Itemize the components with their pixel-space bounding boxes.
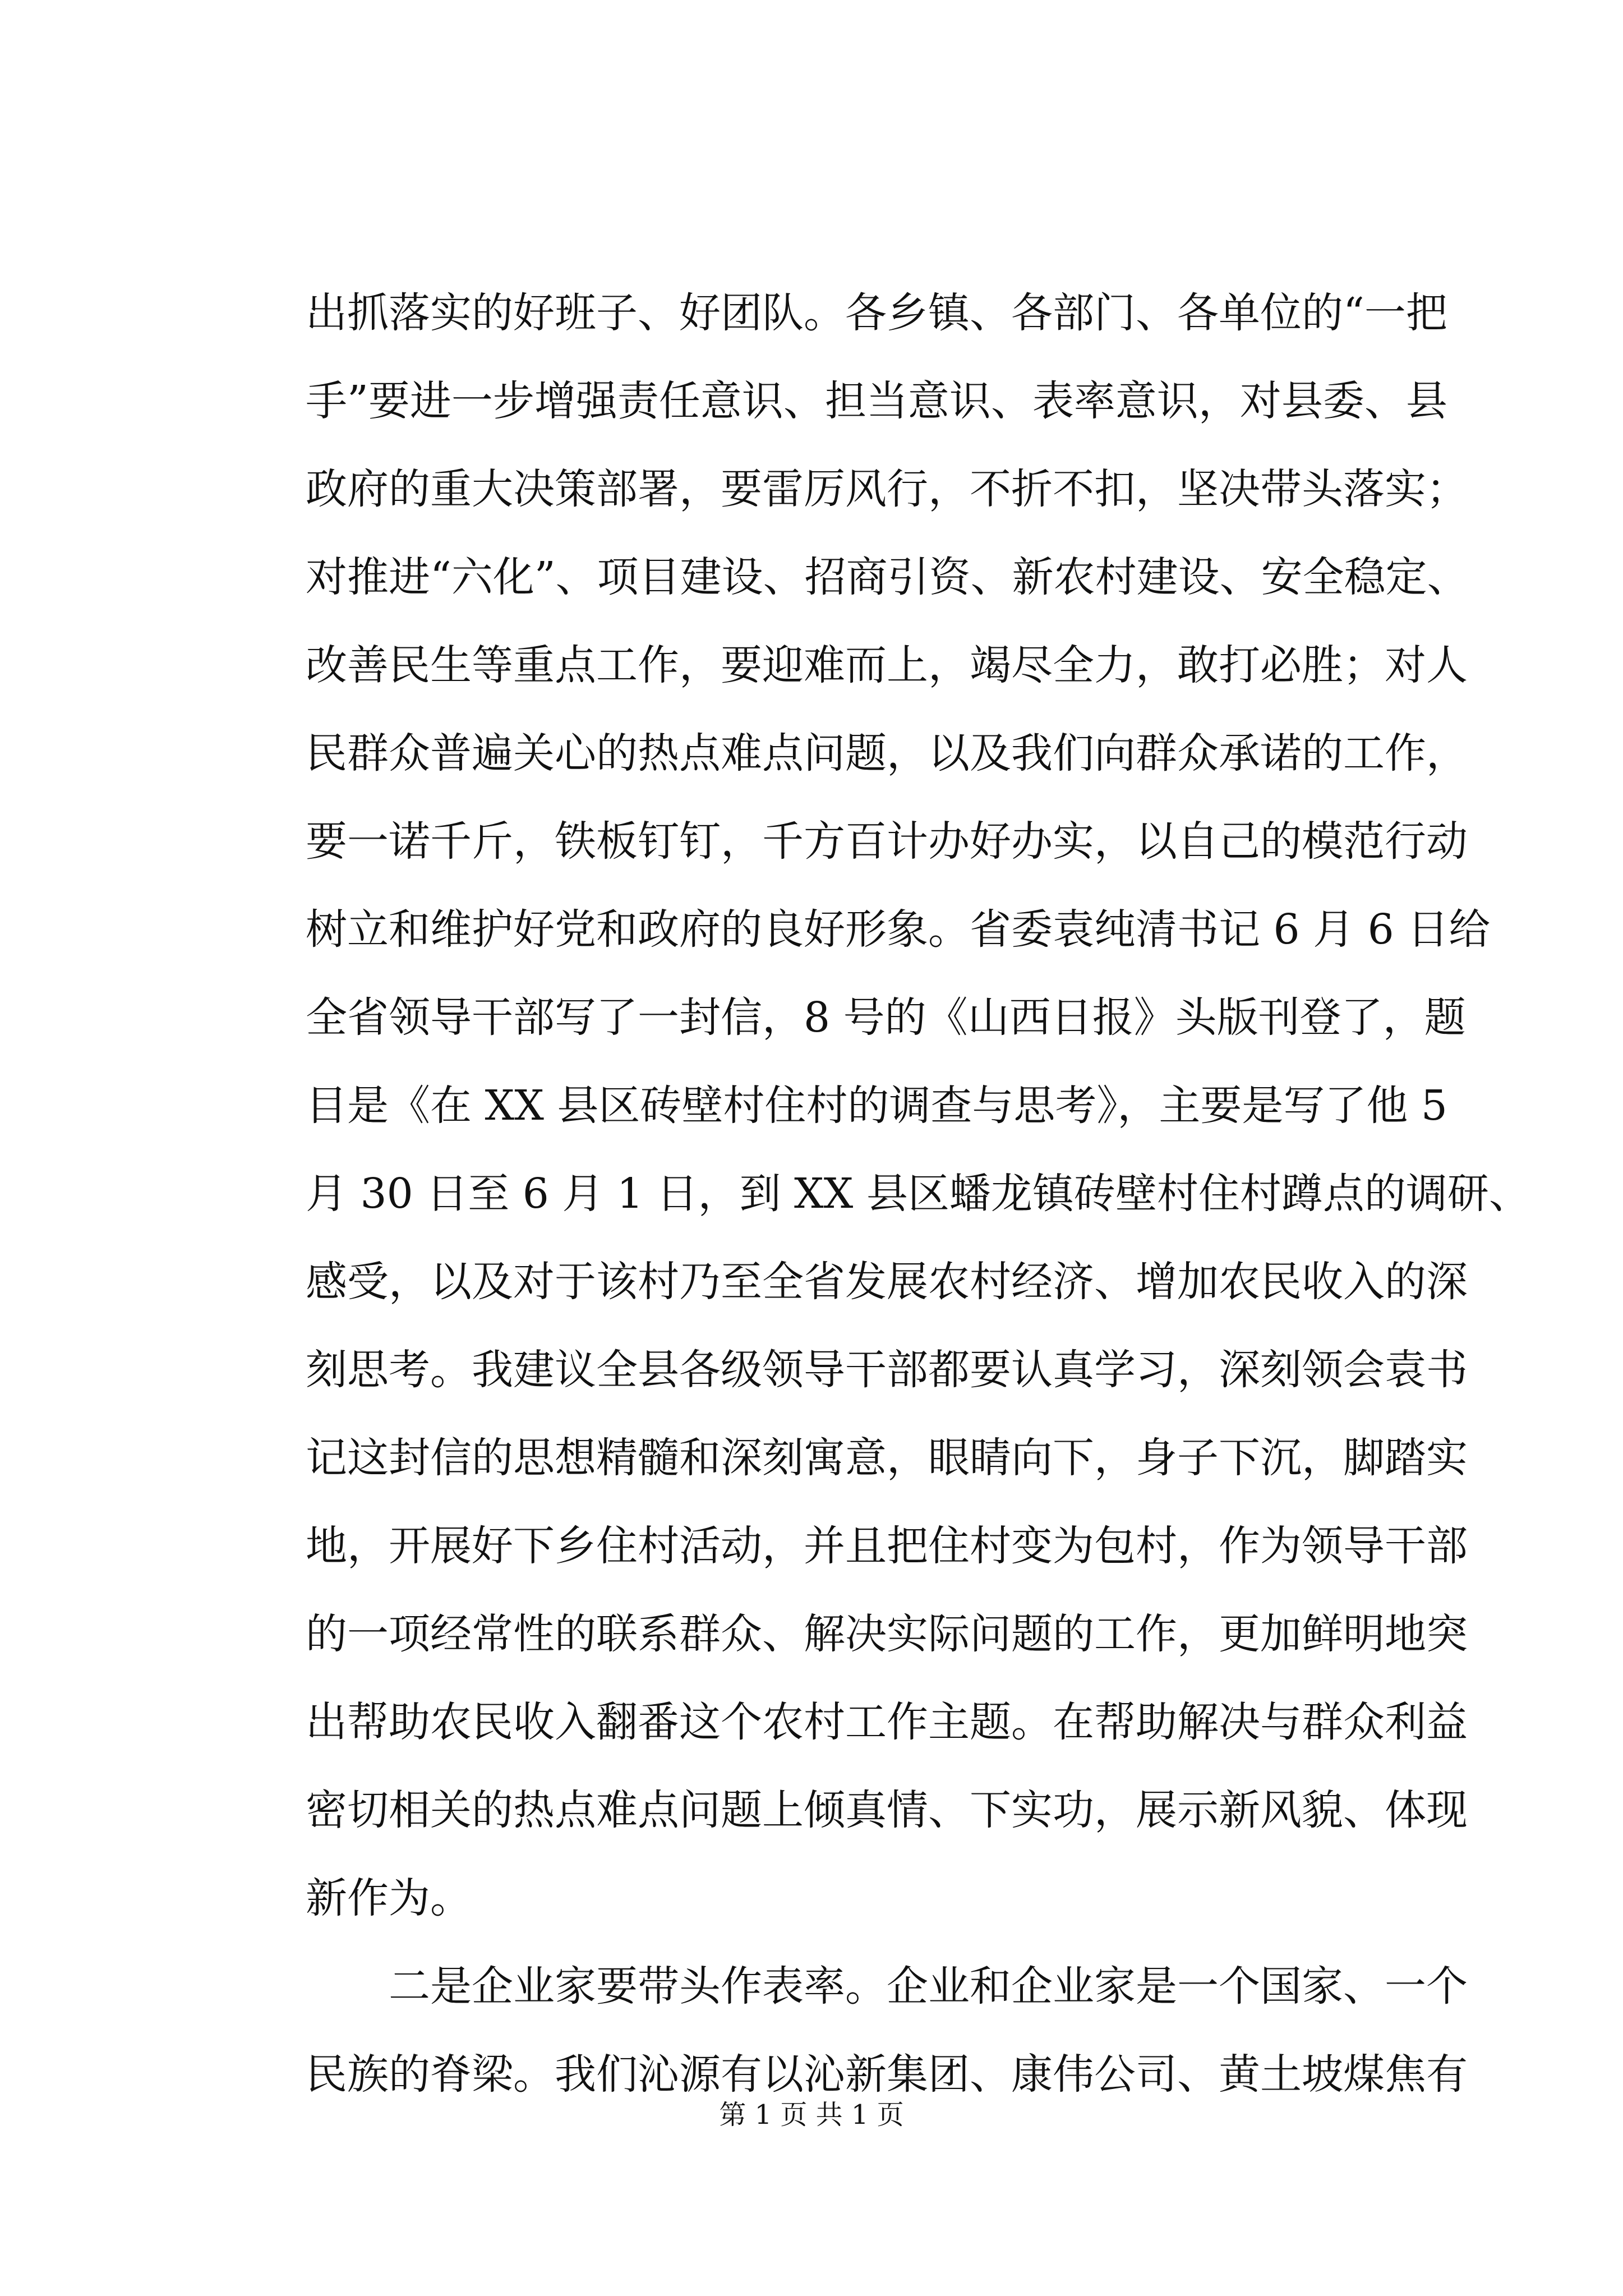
text-line: 记这封信的思想精髓和深刻寓意，眼睛向下，身子下沉，脚踏实 <box>306 1434 1468 1482</box>
text-line: 感受，以及对于该村乃至全省发展农村经济、增加农民收入的深 <box>306 1258 1468 1306</box>
text-line: 要一诺千斤，铁板钉钉，千方百计办好办实，以自己的模范行动 <box>306 817 1468 866</box>
text-line: 改善民生等重点工作，要迎难而上，竭尽全力，敢打必胜；对人 <box>306 641 1468 689</box>
text-line: 手”要进一步增强责任意识、担当意识、表率意识，对县委、县 <box>306 377 1447 425</box>
text-line: 新作为。 <box>306 1874 472 1922</box>
text-line: 民族的脊梁。我们沁源有以沁新集团、康伟公司、黄土坡煤焦有 <box>306 2050 1468 2099</box>
text-line: 出帮助农民收入翻番这个农村工作主题。在帮助解决与群众利益 <box>306 1698 1468 1746</box>
text-line: 目是《在 XX 县区砖壁村住村的调查与思考》，主要是写了他 5 <box>306 1082 1448 1130</box>
text-line: 出抓落实的好班子、好团队。各乡镇、各部门、各单位的“一把 <box>306 289 1447 337</box>
text-line: 对推进“六化”、项目建设、招商引资、新农村建设、安全稳定、 <box>306 553 1469 601</box>
text-line: 二是企业家要带头作表率。企业和企业家是一个国家、一个 <box>389 1962 1468 2010</box>
document-body <box>306 269 1530 2119</box>
text-line: 刻思考。我建议全县各级领导干部都要认真学习，深刻领会袁书 <box>306 1346 1468 1394</box>
text-line: 的一项经常性的联系群众、解决实际问题的工作，更加鲜明地突 <box>306 1610 1468 1658</box>
text-line: 树立和维护好党和政府的良好形象。省委袁纯清书记 6 月 6 日给 <box>306 905 1491 954</box>
text-line: 月 30 日至 6 月 1 日，到 XX 县区蟠龙镇砖壁村住村蹲点的调研、 <box>306 1170 1530 1218</box>
text-line: 地，开展好下乡住村活动，并且把住村变为包村，作为领导干部 <box>306 1522 1468 1570</box>
text-line: 密切相关的热点难点问题上倾真情、下实功，展示新风貌、体现 <box>306 1786 1468 1834</box>
text-line: 政府的重大决策部署，要雷厉风行，不折不扣，坚决带头落实； <box>306 465 1468 513</box>
text-line: 全省领导干部写了一封信，8 号的《山西日报》头版刊登了，题 <box>306 993 1466 1042</box>
page-number-footer: 第 1 页 共 1 页 <box>719 2099 904 2131</box>
text-line: 民群众普遍关心的热点难点问题，以及我们向群众承诺的工作， <box>306 729 1468 777</box>
